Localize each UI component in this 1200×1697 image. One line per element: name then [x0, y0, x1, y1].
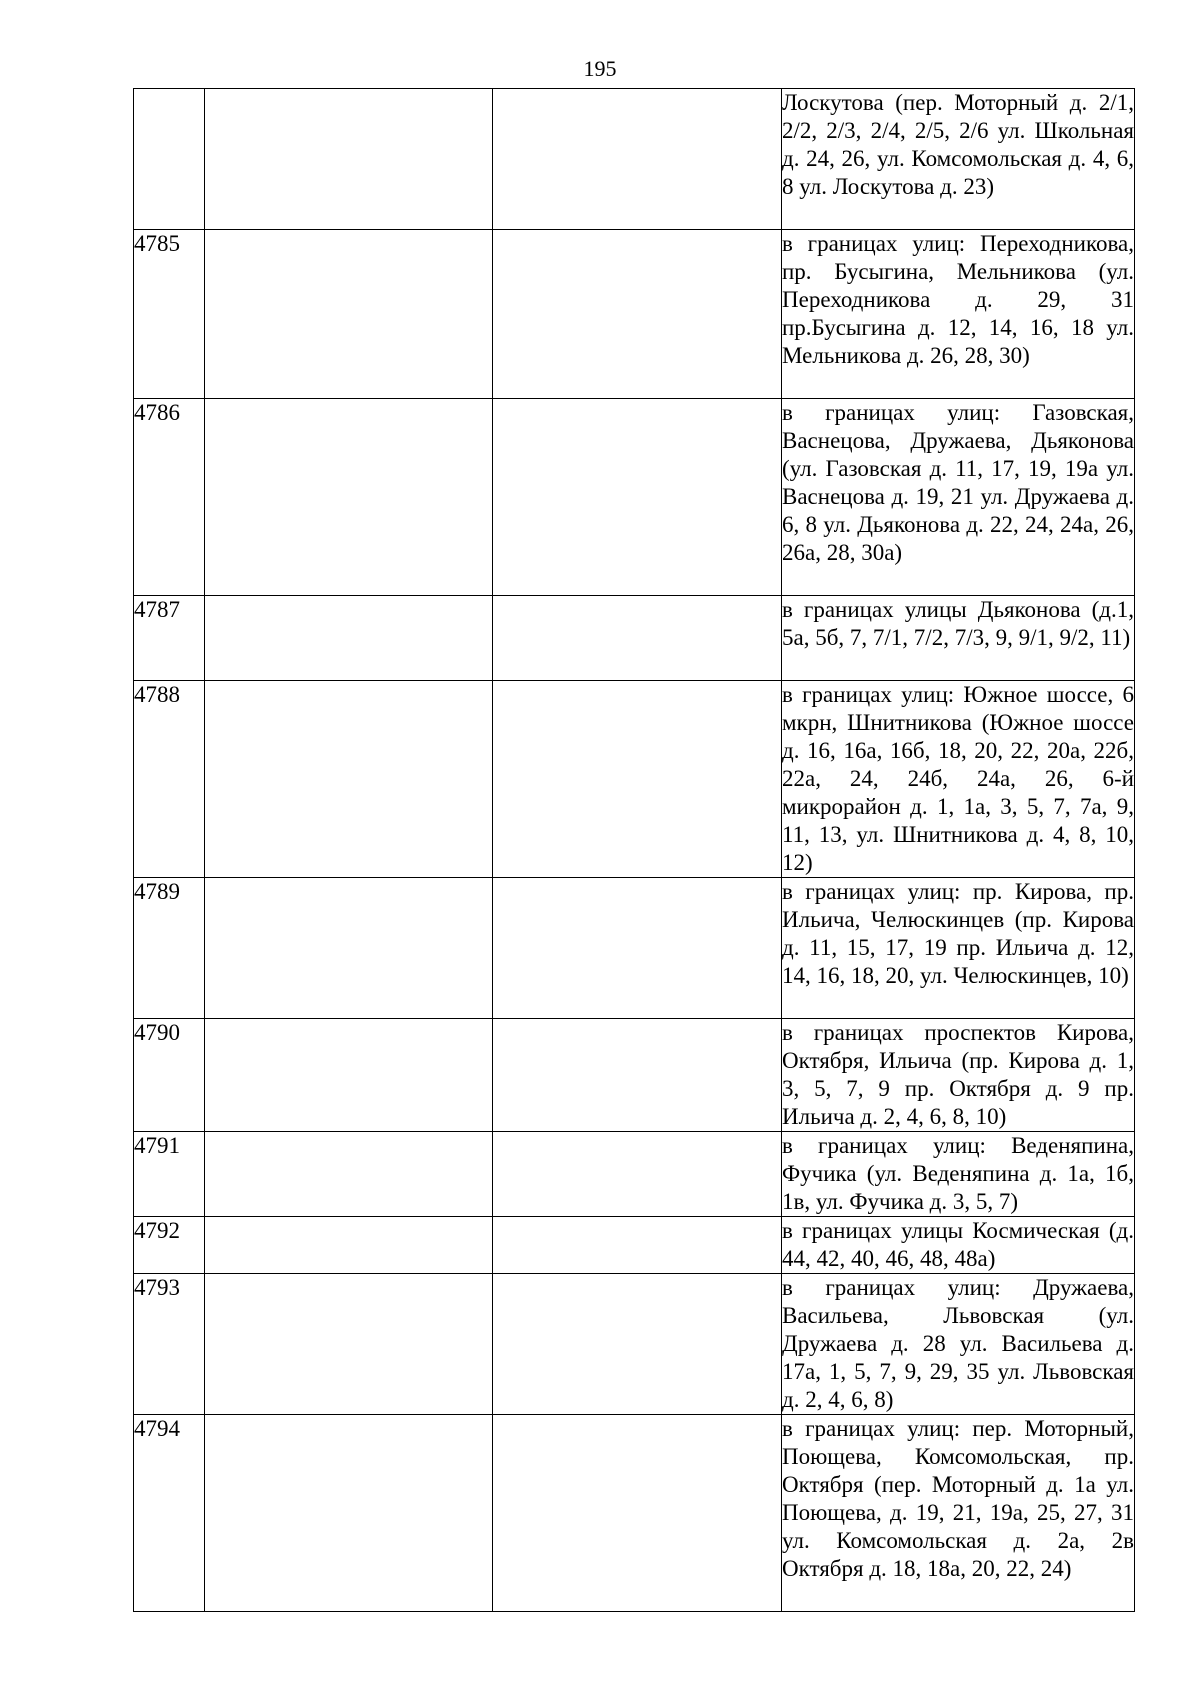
empty-cell: [493, 399, 782, 596]
empty-cell: [493, 1132, 782, 1217]
empty-cell: [493, 1217, 782, 1274]
empty-cell: [493, 596, 782, 681]
table-row: [134, 596, 1135, 681]
address-description: в границах улиц: пр. Кирова, пр. Ильича, Челюскинцев (пр. Кирова д. 11, 15, 17, 19 пр. Ильича д. 12, 14, 16, 18, 20, ул. Челюскинцев, 10): [782, 878, 1135, 1019]
row-number: 4785: [134, 230, 205, 399]
row-number: 4790: [134, 1019, 205, 1132]
empty-cell: [493, 1274, 782, 1415]
table-row: [134, 399, 1135, 596]
empty-cell: [205, 89, 493, 230]
address-description: в границах улиц: Южное шоссе, 6 мкрн, Шнитникова (Южное шоссе д. 16, 16а, 16б, 18, 20, 22, 20а, 22б, 22а, 24, 24б, 24а, 26, 6-й микрорайон д. 1, 1а, 3, 5, 7, 7а, 9, 11, 13, ул. Шнитникова д. 4, 8, 10, 12): [782, 681, 1135, 878]
table-row: [134, 1415, 1135, 1612]
empty-cell: [205, 1415, 493, 1612]
address-description: в границах улиц: Переходникова, пр. Бусыгина, Мельникова (ул. Переходникова д. 29, 31 пр.Бусыгина д. 12, 14, 16, 18 ул. Мельникова д. 26, 28, 30): [782, 230, 1135, 399]
empty-cell: [205, 1019, 493, 1132]
row-number: 4786: [134, 399, 205, 596]
address-description: в границах улицы Дьяконова (д.1, 5а, 5б, 7, 7/1, 7/2, 7/3, 9, 9/1, 9/2, 11): [782, 596, 1135, 681]
address-description: в границах проспектов Кирова, Октября, Ильича (пр. Кирова д. 1, 3, 5, 7, 9 пр. Октября д. 9 пр. Ильича д. 2, 4, 6, 8, 10): [782, 1019, 1135, 1132]
empty-cell: [205, 1217, 493, 1274]
empty-cell: [205, 399, 493, 596]
address-description: в границах улиц: Газовская, Васнецова, Дружаева, Дьяконова (ул. Газовская д. 11, 17, 19, 19а ул. Васнецова д. 19, 21 ул. Дружаева д. 6, 8 ул. Дьяконова д. 22, 24, 24а, 26, 26а, 28, 30а): [782, 399, 1135, 596]
row-number: 4794: [134, 1415, 205, 1612]
row-number: 4789: [134, 878, 205, 1019]
table-row: [134, 681, 1135, 878]
address-description: в границах улиц: пер. Моторный, Поющева, Комсомольская, пр. Октября (пер. Моторный д. 1а ул. Поющева, д. 19, 21, 19а, 25, 27, 31 ул. Комсомольская д. 2а, 2в Октября д. 18, 18а, 20, 22, 24): [782, 1415, 1135, 1612]
page-number: 195: [583, 56, 617, 81]
empty-cell: [493, 878, 782, 1019]
table-row: [134, 878, 1135, 1019]
empty-cell: [205, 878, 493, 1019]
table-row: [134, 1217, 1135, 1274]
table-row: [134, 1274, 1135, 1415]
row-number: 4788: [134, 681, 205, 878]
table-row: [134, 1132, 1135, 1217]
empty-cell: [205, 1274, 493, 1415]
empty-cell: [493, 681, 782, 878]
row-number: 4787: [134, 596, 205, 681]
address-description: в границах улиц: Веденяпина, Фучика (ул. Веденяпина д. 1а, 1б, 1в, ул. Фучика д. 3, 5, 7): [782, 1132, 1135, 1217]
empty-cell: [493, 1019, 782, 1132]
empty-cell: [493, 89, 782, 230]
table-row: [134, 230, 1135, 399]
empty-cell: [493, 230, 782, 399]
address-table: [133, 88, 1135, 1612]
row-number: 4791: [134, 1132, 205, 1217]
empty-cell: [205, 596, 493, 681]
table-row: [134, 89, 1135, 230]
address-description: Лоскутова (пер. Моторный д. 2/1, 2/2, 2/3, 2/4, 2/5, 2/6 ул. Школьная д. 24, 26, ул. Комсомольская д. 4, 6, 8 ул. Лоскутова д. 23): [782, 89, 1135, 230]
row-number: 4792: [134, 1217, 205, 1274]
empty-cell: [493, 1415, 782, 1612]
empty-cell: [205, 681, 493, 878]
row-number: [134, 89, 205, 230]
empty-cell: [205, 230, 493, 399]
table-row: [134, 1019, 1135, 1132]
address-description: в границах улиц: Дружаева, Васильева, Львовская (ул. Дружаева д. 28 ул. Васильева д. 17а, 1, 5, 7, 9, 29, 35 ул. Львовская д. 2, 4, 6, 8): [782, 1274, 1135, 1415]
empty-cell: [205, 1132, 493, 1217]
address-description: в границах улицы Космическая (д. 44, 42, 40, 46, 48, 48а): [782, 1217, 1135, 1274]
row-number: 4793: [134, 1274, 205, 1415]
